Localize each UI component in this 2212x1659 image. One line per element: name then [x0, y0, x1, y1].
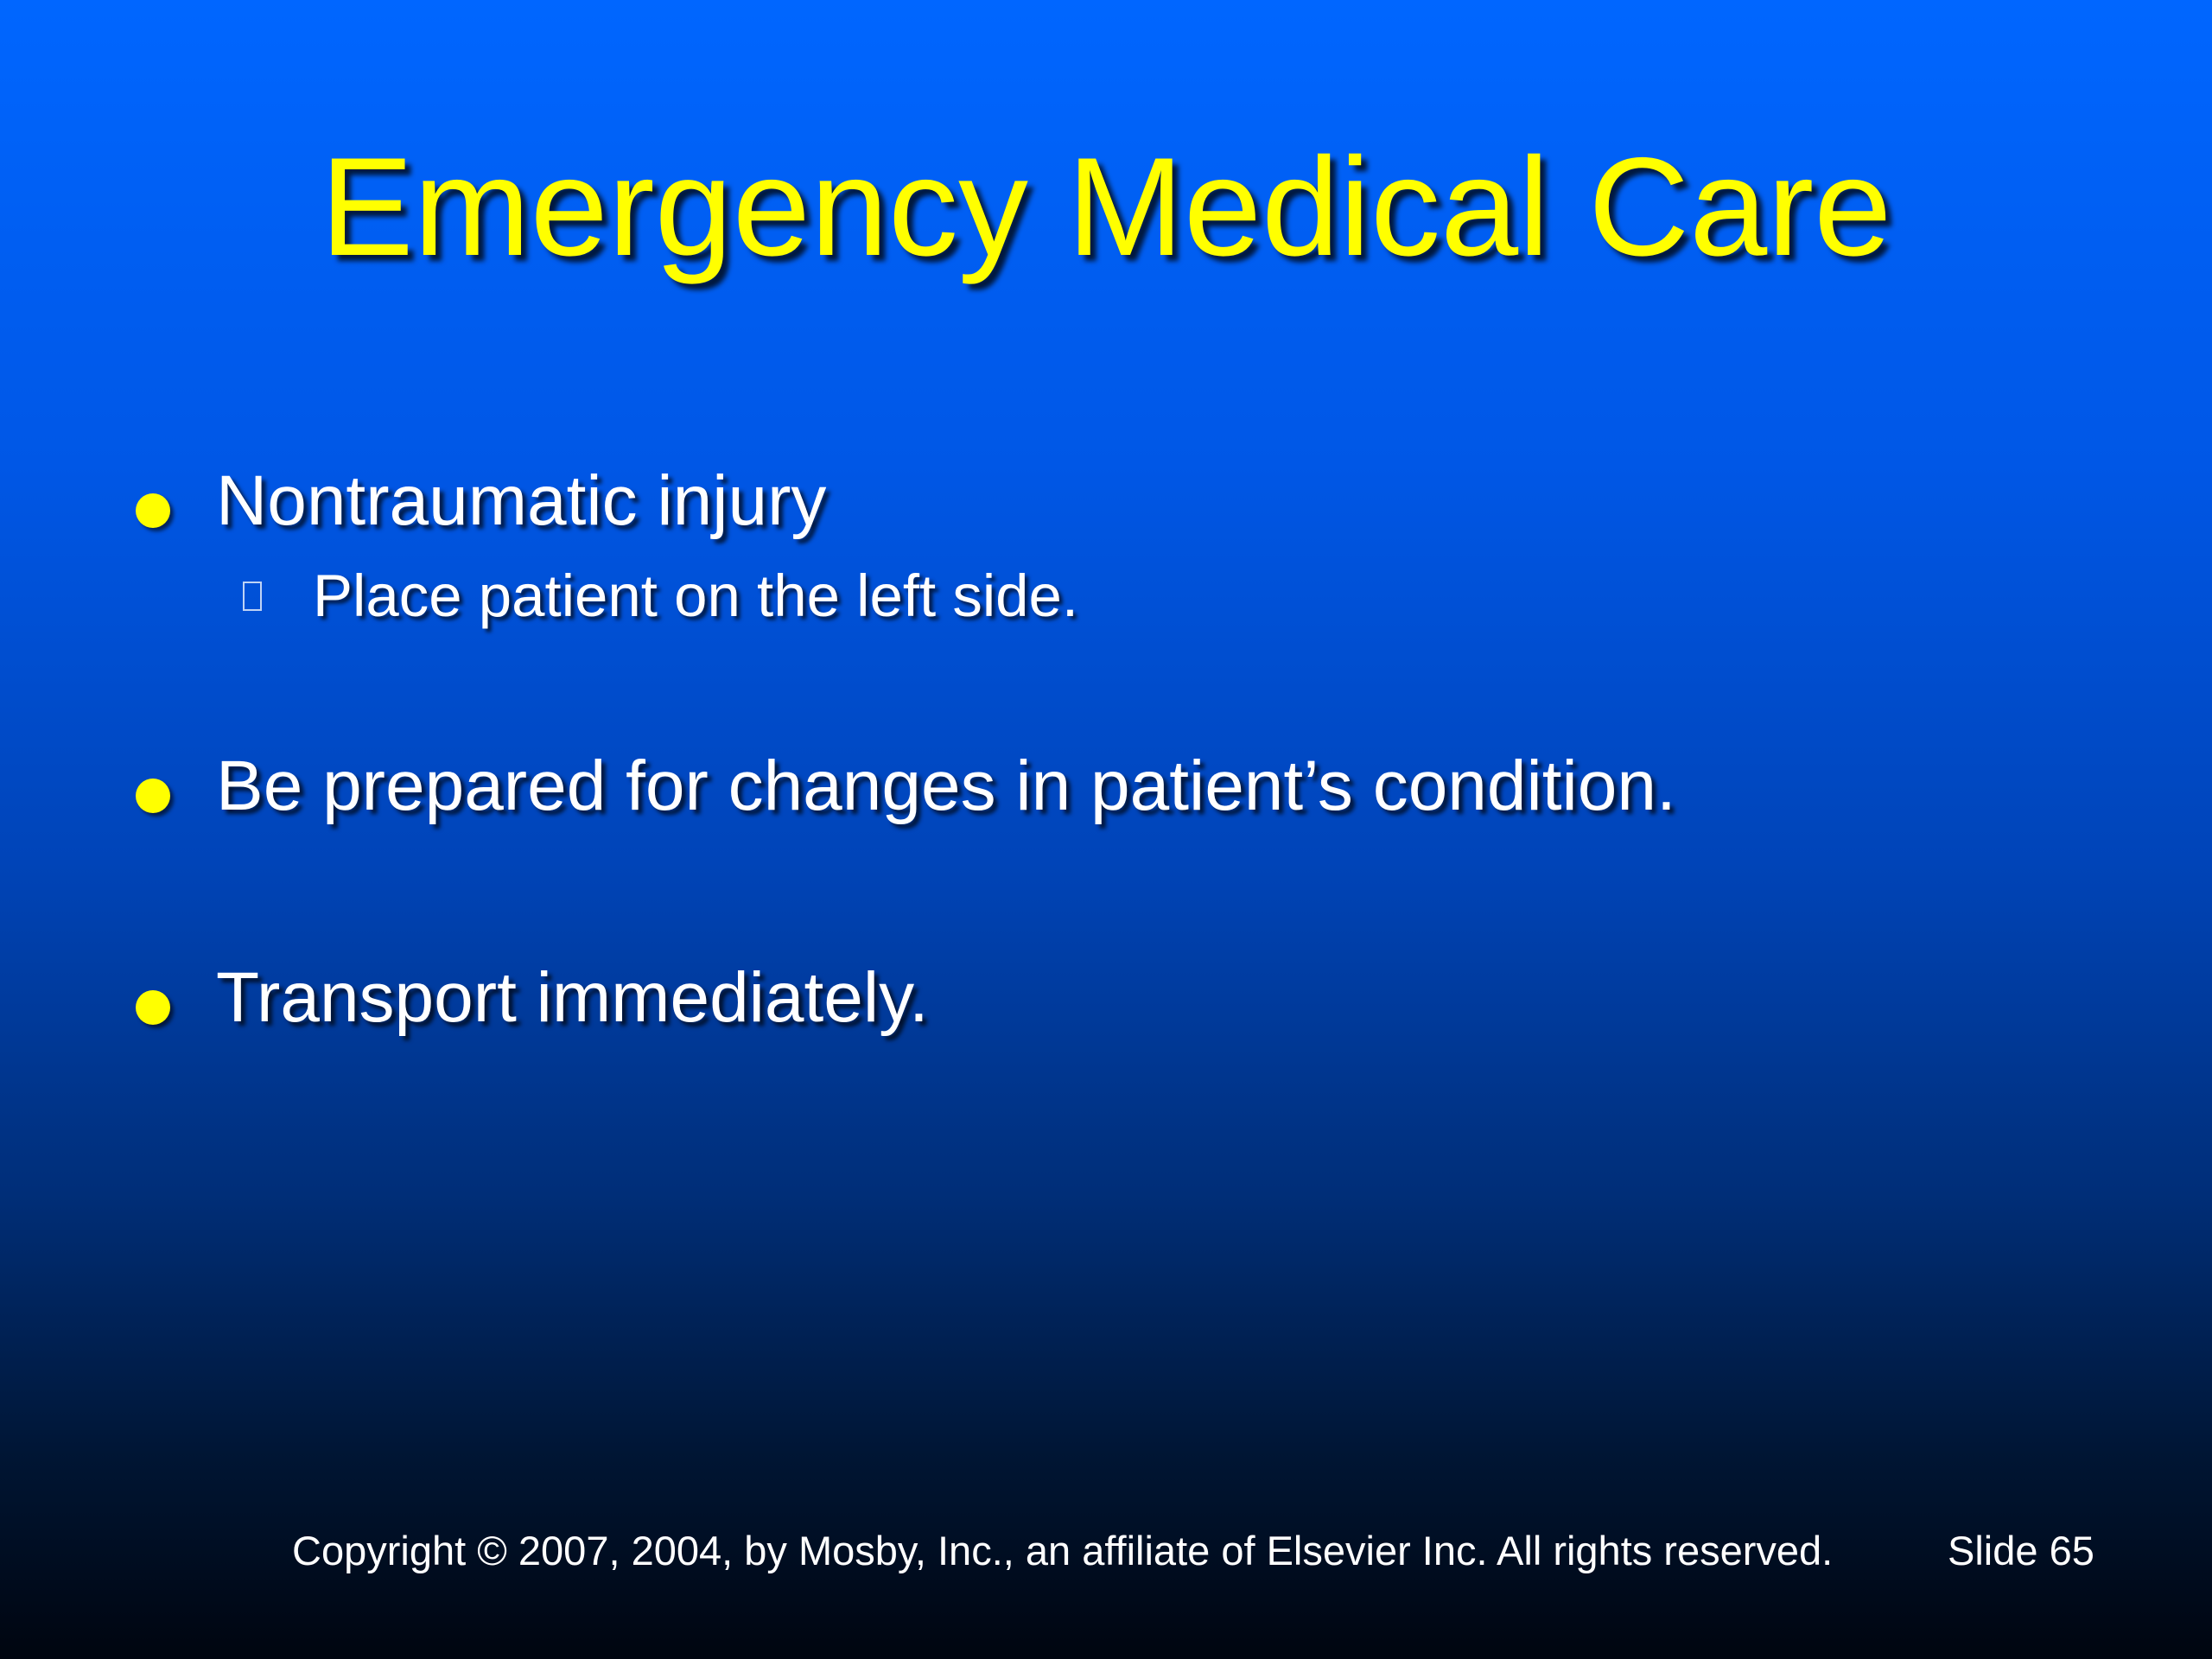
sub-bullet-icon: [243, 582, 262, 611]
bullet-text: Nontraumatic injury: [216, 461, 827, 540]
sub-bullet-text: Place patient on the left side.: [313, 563, 1079, 629]
copyright-notice: Copyright © 2007, 2004, by Mosby, Inc., an affiliate of Elsevier Inc. All rights reserved.: [292, 1528, 1834, 1573]
slide-title: Emergency Medical Care: [320, 129, 1892, 285]
sub-bullet-item: [0, 557, 2212, 635]
bullet-dot-icon: [136, 779, 170, 813]
bullet-text: Transport immediately.: [216, 958, 929, 1037]
bullet-item: [0, 739, 2212, 834]
bullet-dot-icon: [136, 493, 170, 528]
bullet-text: Be prepared for changes in patient’s condition.: [216, 747, 1676, 825]
bullet-item: [0, 950, 2212, 1046]
bullet-dot-icon: [136, 990, 170, 1025]
slide-number: Slide 65: [1948, 1528, 2094, 1573]
bullet-item: [0, 454, 2212, 549]
